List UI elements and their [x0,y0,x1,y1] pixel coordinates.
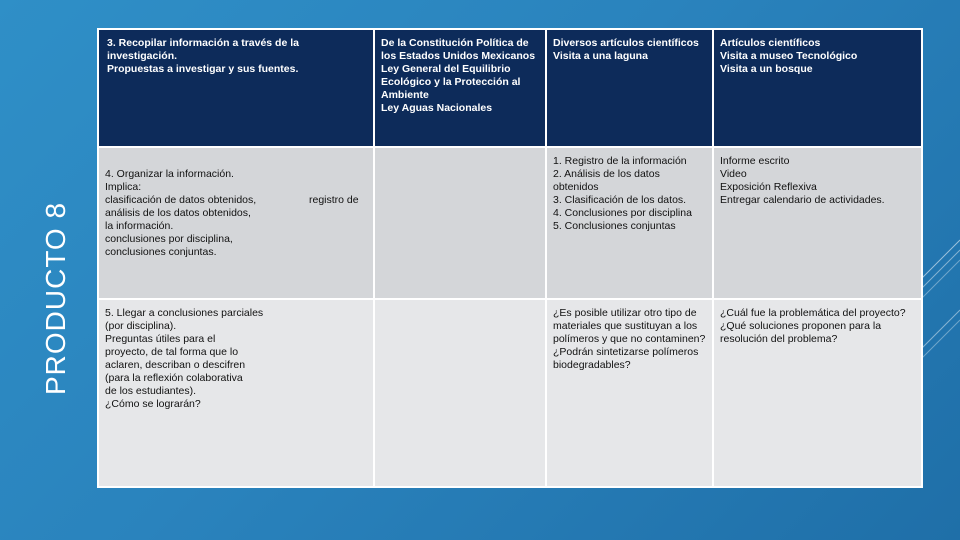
header-cell: 3. Recopilar información a través de la investigación. Propuestas a investigar y sus fuentes. [98,29,374,147]
table-cell: 1. Registro de la información 2. Análisis de los datos obtenidos 3. Clasificación de los datos. 4. Conclusiones por disciplina 5. Conclusiones conjuntas [546,147,713,299]
table-cell: Informe escrito Video Exposición Reflexiva Entregar calendario de actividades. [713,147,922,299]
table-row [98,147,922,299]
cell-text: 4. Organizar la información. Implica: clasificación de datos obtenidos, análisis de los datos obtenidos, la información. conclusiones por disciplina, conclusiones conjuntas. [105,168,257,258]
table-header-row [98,29,922,147]
table-row [98,299,922,487]
cell-side-note: registro de [309,194,359,206]
table-cell [374,299,546,487]
header-cell: Artículos científicos Visita a museo Tecnológico Visita a un bosque [713,29,922,147]
table-cell [374,147,546,299]
content-table [97,28,923,488]
table-cell: ¿Cuál fue la problemática del proyecto? ¿Qué soluciones proponen para la resolución del problema? [713,299,922,487]
header-cell: De la Constitución Política de los Estados Unidos Mexicanos Ley General del Equilibrio Ecológico y la Protección al Ambiente Ley Aguas Nacionales [374,29,546,147]
vertical-title: PRODUCTO 8 [40,201,71,395]
table-cell [98,147,374,299]
table-cell: 5. Llegar a conclusiones parciales (por disciplina). Preguntas útiles para el proyecto, de tal forma que lo aclaren, describan o descifren (para la reflexión colaborativa de los estudiantes). ¿Cómo se lograrán? [98,299,374,487]
table-cell: ¿Es posible utilizar otro tipo de materiales que sustituyan a los polímeros y que no contaminen? ¿Podrán sintetizarse polímeros biodegradables? [546,299,713,487]
header-cell: Diversos artículos científicos Visita a una laguna [546,29,713,147]
